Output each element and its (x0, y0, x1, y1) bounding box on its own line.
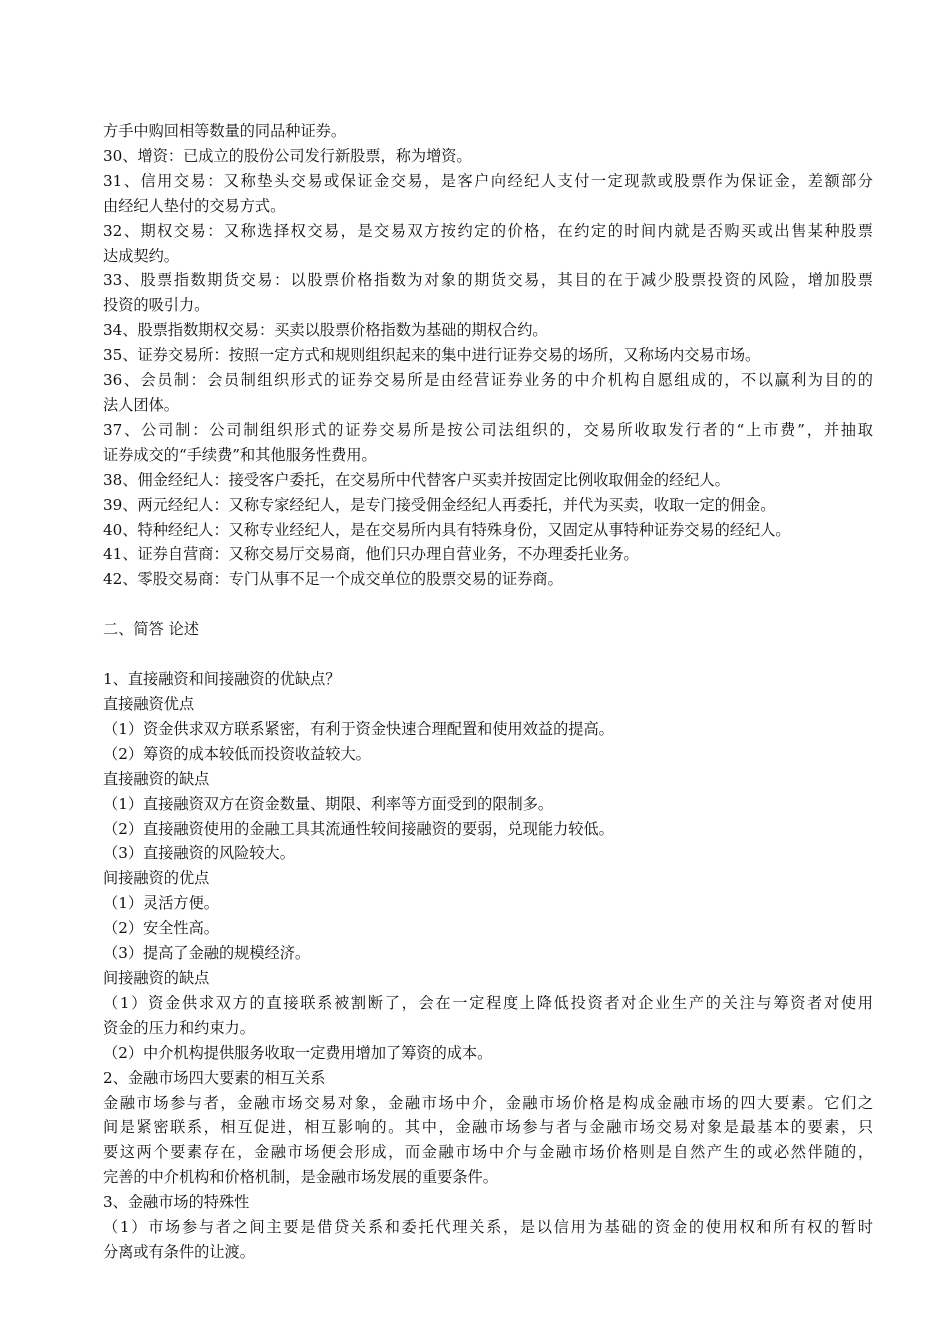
list-item: （2）筹资的成本较低而投资收益较大。 (103, 744, 371, 763)
list-item: （3）直接融资的风险较大。 (103, 844, 295, 863)
list-item: （1）资金供求双方的直接联系被割断了，会在一定程度上降低投资者对企业生产的关注与筹资者对使用 (103, 993, 873, 1012)
text-line: 39、两元经纪人：又称专家经纪人，是专门接受佣金经纪人再委托，并代为买卖，收取一定的佣金。 (103, 495, 776, 514)
list-item: 资金的压力和约束力。 (103, 1018, 255, 1037)
text-line: 33、股票指数期货交易：以股票价格指数为对象的期货交易，其目的在于减少股票投资的风险，增加股票 (103, 271, 873, 290)
text-line: 41、证券自营商：又称交易厅交易商，他们只办理自营业务，不办理委托业务。 (103, 545, 639, 564)
text-line: 要这两个要素存在，金融市场便会形成，而金融市场中介与金融市场价格则是自然产生的或必然伴随的， (103, 1143, 873, 1162)
list-item: （1）市场参与者之间主要是借贷关系和委托代理关系，是以信用为基础的资金的使用权和所有权的暂时 (103, 1218, 873, 1237)
text-line: 由经纪人垫付的交易方式。 (103, 196, 286, 215)
document-body (103, 119, 873, 1265)
text-line: 40、特种经纪人：又称专业经纪人，是在交易所内具有特殊身份，又固定从事特种证券交易的经纪人。 (103, 520, 791, 539)
list-item: （1）灵活方便。 (103, 894, 219, 913)
text-line: 法人团体。 (103, 395, 179, 414)
list-item: （1）直接融资双方在资金数量、期限、利率等方面受到的限制多。 (103, 794, 554, 813)
text-line: 间是紧密联系，相互促进，相互影响的。其中，金融市场参与者与金融市场交易对象是最基本的要素，只 (103, 1118, 873, 1137)
blank-line (103, 642, 873, 667)
subheading: 间接融资的缺点 (103, 969, 210, 987)
question-heading: 3、金融市场的特殊性 (103, 1193, 250, 1212)
list-item: 分离或有条件的让渡。 (103, 1242, 255, 1261)
text-line: 30、增资：已成立的股份公司发行新股票，称为增资。 (103, 146, 472, 165)
text-line: 完善的中介机构和价格机制，是金融市场发展的重要条件。 (103, 1168, 498, 1187)
blank-line (103, 592, 873, 617)
subheading: 直接融资优点 (103, 695, 195, 714)
list-item: （2）直接融资使用的金融工具其流通性较间接融资的要弱，兑现能力较低。 (103, 819, 614, 838)
text-line: 31、信用交易：又称垫头交易或保证金交易，是客户向经纪人支付一定现款或股票作为保证金，差额部分 (103, 171, 873, 190)
section-heading: 二、简答 论述 (103, 620, 199, 639)
text-line: 36、会员制：会员制组织形式的证券交易所是由经营证券业务的中介机构自愿组成的，不以赢利为目的的 (103, 371, 873, 390)
text-line: 38、佣金经纪人：接受客户委托，在交易所中代替客户买卖并按固定比例收取佣金的经纪人。 (103, 470, 730, 489)
list-item: （2）中介机构提供服务收取一定费用增加了筹资的成本。 (103, 1043, 493, 1062)
list-item: （1）资金供求双方联系紧密，有利于资金快速合理配置和使用效益的提高。 (103, 719, 614, 738)
text-line: 42、零股交易商：专门从事不足一个成交单位的股票交易的证券商。 (103, 570, 563, 589)
text-line: 35、证券交易所：按照一定方式和规则组织起来的集中进行证券交易的场所，又称场内交易市场。 (103, 346, 761, 365)
question-heading: 1、直接融资和间接融资的优缺点？ (103, 670, 341, 689)
text-line: 37、公司制：公司制组织形式的证券交易所是按公司法组织的，交易所收取发行者的“上市费”，并抽取 (103, 420, 873, 439)
subheading: 直接融资的缺点 (103, 769, 210, 788)
question-heading: 2、金融市场四大要素的相互关系 (103, 1068, 326, 1087)
text-line: 34、股票指数期权交易：买卖以股票价格指数为基础的期权合约。 (103, 321, 548, 340)
text-line: 证券成交的“手续费”和其他服务性费用。 (103, 445, 377, 464)
list-item: （3）提高了金融的规模经济。 (103, 944, 311, 963)
text-line: 投资的吸引力。 (103, 296, 210, 315)
text-line: 32、期权交易：又称选择权交易，是交易双方按约定的价格，在约定的时间内就是否购买或出售某种股票 (103, 221, 873, 240)
text-line: 方手中购回相等数量的同品种证券。 (103, 122, 346, 140)
text-line: 达成契约。 (103, 246, 179, 265)
list-item: （2）安全性高。 (103, 919, 219, 938)
text-line: 金融市场参与者，金融市场交易对象，金融市场中介，金融市场价格是构成金融市场的四大要素。它们之 (103, 1093, 873, 1112)
subheading: 间接融资的优点 (103, 869, 210, 888)
